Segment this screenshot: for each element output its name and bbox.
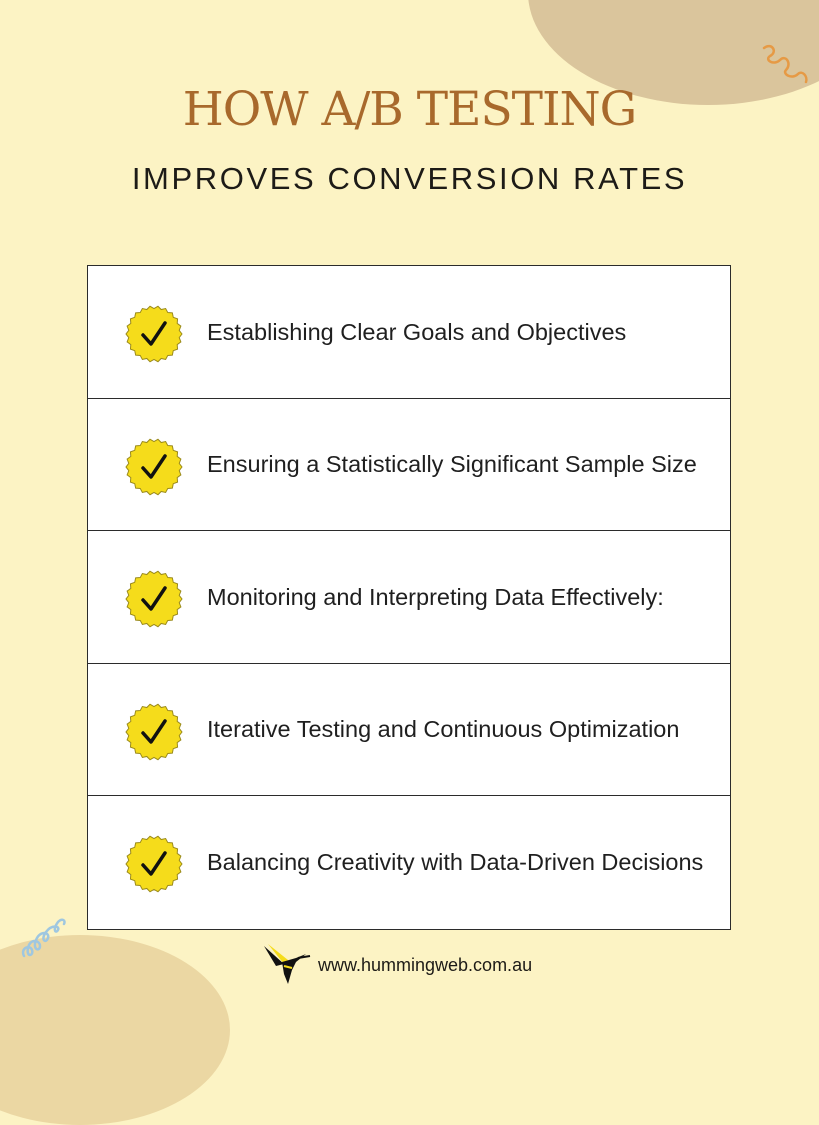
steps-list — [87, 265, 731, 930]
website-link[interactable]: www.hummingweb.com.au — [318, 954, 533, 975]
step-text: Iterative Testing and Continuous Optimization — [207, 716, 680, 743]
list-item — [88, 531, 730, 664]
step-text: Monitoring and Interpreting Data Effectively: — [207, 583, 664, 610]
step-text: Balancing Creativity with Data-Driven Decisions — [207, 849, 704, 876]
step-text: Ensuring a Statistically Significant Sample Size — [207, 451, 697, 478]
list-item — [88, 796, 730, 929]
checkmark-badge-icon — [124, 569, 184, 629]
footer — [262, 940, 532, 990]
blue-squiggle-icon — [16, 908, 72, 964]
page-subtitle: IMPROVES CONVERSION RATES — [131, 161, 688, 196]
step-text: Establishing Clear Goals and Objectives — [207, 318, 627, 345]
list-item — [88, 399, 730, 532]
hummingbird-icon — [262, 940, 312, 990]
checkmark-badge-icon — [124, 834, 184, 894]
checkmark-badge-icon — [124, 702, 184, 762]
page-title: HOW A/B TESTING — [182, 82, 637, 137]
list-item — [88, 266, 730, 399]
list-item — [88, 664, 730, 797]
checkmark-badge-icon — [124, 304, 184, 364]
checkmark-badge-icon — [124, 437, 184, 497]
